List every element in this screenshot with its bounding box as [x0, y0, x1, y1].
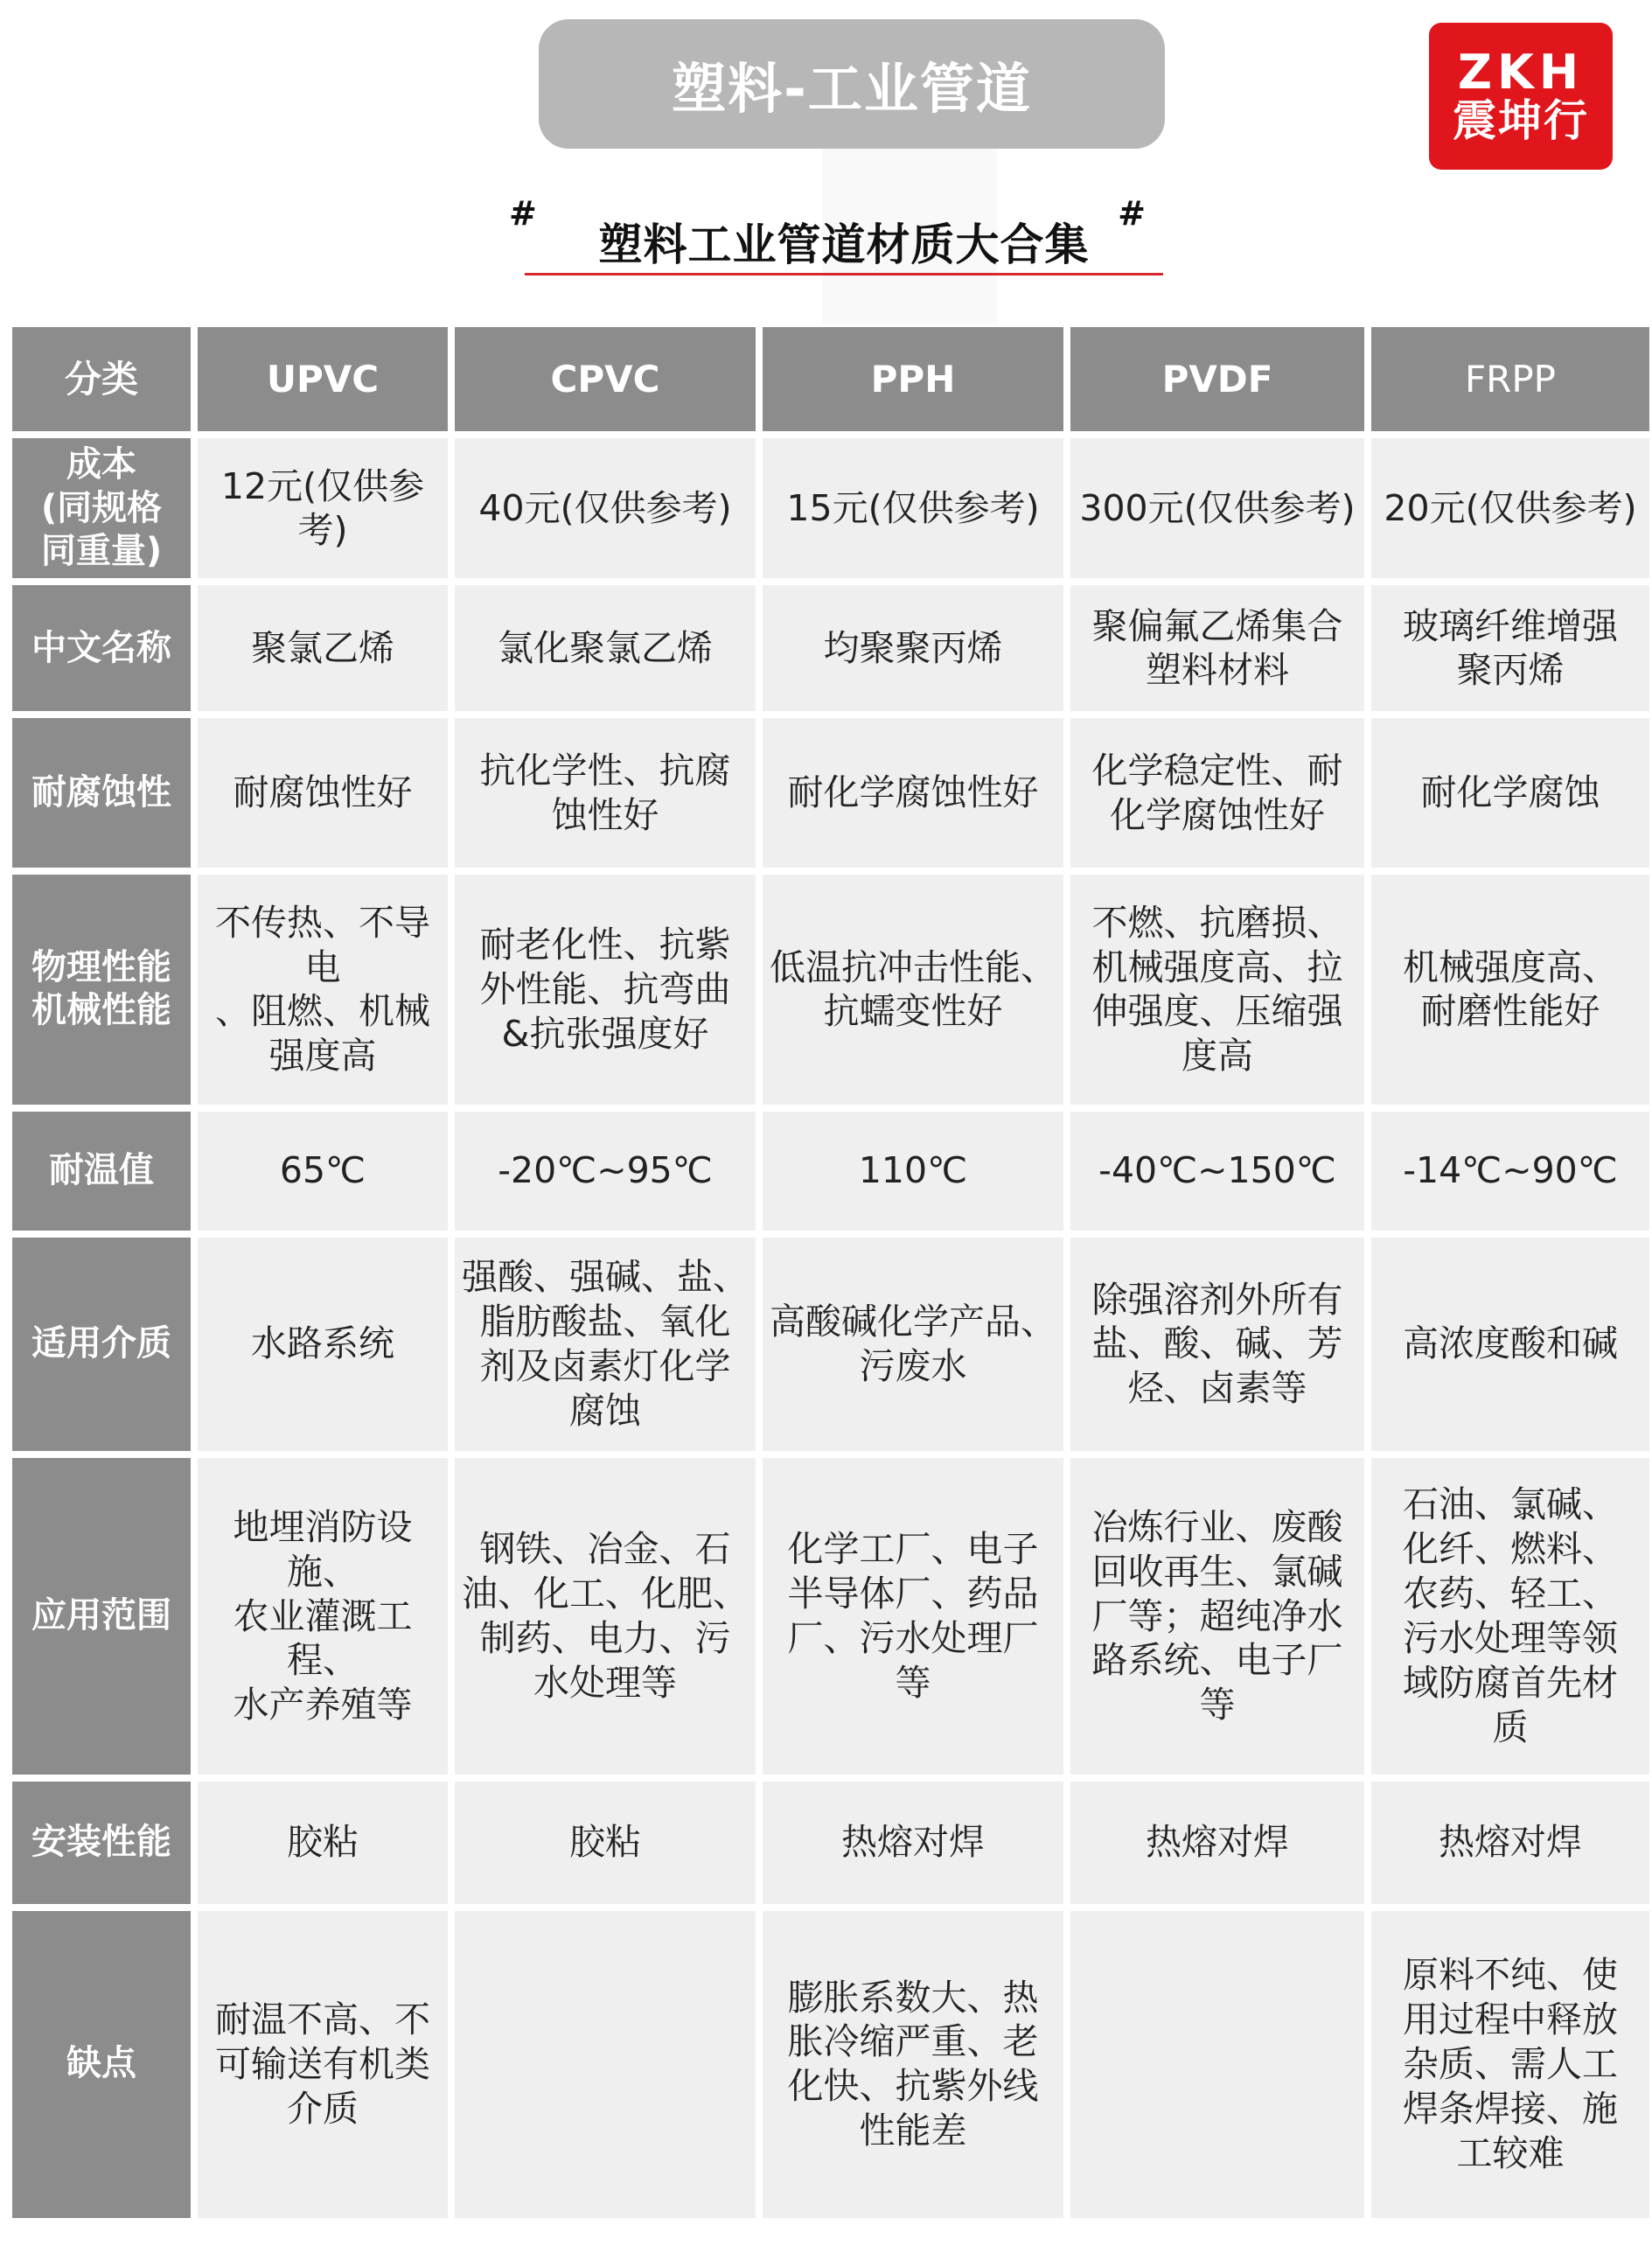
logo-text-top: ZKH — [1457, 45, 1585, 101]
cell-physical-mechanical-upvc: 不传热、不导 电 、阻燃、机械 强度高 — [198, 875, 448, 1105]
row-label-temperature: 耐温值 — [12, 1112, 191, 1231]
cell-installation-pph: 热熔对焊 — [763, 1782, 1063, 1904]
cell-corrosion-resistance-frpp: 耐化学腐蚀 — [1371, 718, 1649, 868]
cell-physical-mechanical-frpp: 机械强度高、 耐磨性能好 — [1371, 875, 1649, 1105]
table-row — [12, 718, 1649, 868]
header-upvc: UPVC — [198, 327, 448, 431]
cell-installation-frpp: 热熔对焊 — [1371, 1782, 1649, 1904]
cell-chinese-name-upvc: 聚氯乙烯 — [198, 585, 448, 711]
subtitle: 塑料工业管道材质大合集 — [598, 220, 1090, 270]
cell-corrosion-resistance-pph: 耐化学腐蚀性好 — [763, 718, 1063, 868]
row-label-drawbacks: 缺点 — [12, 1911, 191, 2218]
cell-application-scope-frpp: 石油、氯碱、 化纤、燃料、 农药、轻工、 污水处理等领 域防腐首先材 质 — [1371, 1458, 1649, 1775]
cell-temperature-pvdf: -40℃~150℃ — [1070, 1112, 1364, 1231]
cell-applicable-media-pph: 高酸碱化学产品、 污废水 — [763, 1238, 1063, 1452]
cell-drawbacks-pvdf — [1070, 1911, 1364, 2218]
cell-cost-upvc: 12元(仅供参 考) — [198, 438, 448, 578]
table-row — [12, 1238, 1649, 1452]
cell-cost-pvdf: 300元(仅供参考) — [1070, 438, 1364, 578]
cell-drawbacks-upvc: 耐温不高、不 可输送有机类 介质 — [198, 1911, 448, 2218]
header-cpvc: CPVC — [455, 327, 756, 431]
row-label-applicable-media: 适用介质 — [12, 1238, 191, 1452]
cell-applicable-media-frpp: 高浓度酸和碱 — [1371, 1238, 1649, 1452]
table-row — [12, 1112, 1649, 1231]
cell-cost-pph: 15元(仅供参考) — [763, 438, 1063, 578]
table-row — [12, 1458, 1649, 1775]
cell-physical-mechanical-pph: 低温抗冲击性能、 抗蠕变性好 — [763, 875, 1063, 1105]
cell-temperature-pph: 110℃ — [763, 1112, 1063, 1231]
cell-chinese-name-frpp: 玻璃纤维增强 聚丙烯 — [1371, 585, 1649, 711]
header-pph: PPH — [763, 327, 1063, 431]
cell-temperature-cpvc: -20℃~95℃ — [455, 1112, 756, 1231]
cell-cost-cpvc: 40元(仅供参考) — [455, 438, 756, 578]
cell-application-scope-cpvc: 钢铁、冶金、石 油、化工、化肥、 制药、电力、污 水处理等 — [455, 1458, 756, 1775]
brand-logo — [1429, 23, 1613, 170]
cell-application-scope-pph: 化学工厂、电子 半导体厂、药品 厂、污水处理厂 等 — [763, 1458, 1063, 1775]
row-label-physical-mechanical: 物理性能 机械性能 — [12, 875, 191, 1105]
cell-chinese-name-pvdf: 聚偏氟乙烯集合 塑料材料 — [1070, 585, 1364, 711]
subtitle-block — [509, 194, 1163, 276]
header-frpp: FRPP — [1371, 327, 1649, 431]
cell-installation-pvdf: 热熔对焊 — [1070, 1782, 1364, 1904]
cell-applicable-media-cpvc: 强酸、强碱、盐、 脂肪酸盐、氧化 剂及卤素灯化学 腐蚀 — [455, 1238, 756, 1452]
cell-installation-upvc: 胶粘 — [198, 1782, 448, 1904]
cell-application-scope-pvdf: 冶炼行业、废酸 回收再生、氯碱 厂等；超纯净水 路系统、电子厂 等 — [1070, 1458, 1364, 1775]
cell-temperature-upvc: 65℃ — [198, 1112, 448, 1231]
cell-applicable-media-upvc: 水路系统 — [198, 1238, 448, 1452]
header-pvdf: PVDF — [1070, 327, 1364, 431]
table-row — [12, 1782, 1649, 1904]
cell-applicable-media-pvdf: 除强溶剂外所有 盐、酸、碱、芳 烃、卤素等 — [1070, 1238, 1364, 1452]
cell-drawbacks-cpvc — [455, 1911, 756, 2218]
cell-physical-mechanical-pvdf: 不燃、抗磨损、 机械强度高、拉 伸强度、压缩强 度高 — [1070, 875, 1364, 1105]
cell-corrosion-resistance-cpvc: 抗化学性、抗腐 蚀性好 — [455, 718, 756, 868]
cell-corrosion-resistance-upvc: 耐腐蚀性好 — [198, 718, 448, 868]
table-row — [12, 1911, 1649, 2218]
table-row — [12, 438, 1649, 578]
row-label-corrosion-resistance: 耐腐蚀性 — [12, 718, 191, 868]
cell-cost-frpp: 20元(仅供参考) — [1371, 438, 1649, 578]
cell-chinese-name-cpvc: 氯化聚氯乙烯 — [455, 585, 756, 711]
row-label-application-scope: 应用范围 — [12, 1458, 191, 1775]
logo-text-bottom: 震坤行 — [1453, 95, 1589, 147]
cell-physical-mechanical-cpvc: 耐老化性、抗紫 外性能、抗弯曲 &抗张强度好 — [455, 875, 756, 1105]
table-header-row — [12, 327, 1649, 431]
cell-drawbacks-frpp: 原料不纯、使 用过程中释放 杂质、需人工 焊条焊接、施 工较难 — [1371, 1911, 1649, 2218]
page-title: 塑料-工业管道 — [539, 19, 1165, 149]
row-label-installation: 安装性能 — [12, 1782, 191, 1904]
table-row — [12, 585, 1649, 711]
hash-icon-left: # — [509, 194, 537, 233]
material-comparison-table — [5, 320, 1652, 2225]
cell-drawbacks-pph: 膨胀系数大、热 胀冷缩严重、老 化快、抗紫外线 性能差 — [763, 1911, 1063, 2218]
hash-icon-right: # — [1118, 194, 1146, 233]
table-row — [12, 875, 1649, 1105]
cell-chinese-name-pph: 均聚聚丙烯 — [763, 585, 1063, 711]
header-category: 分类 — [12, 327, 191, 431]
row-label-chinese-name: 中文名称 — [12, 585, 191, 711]
cell-installation-cpvc: 胶粘 — [455, 1782, 756, 1904]
row-label-cost: 成本 (同规格 同重量) — [12, 438, 191, 578]
cell-temperature-frpp: -14℃~90℃ — [1371, 1112, 1649, 1231]
cell-corrosion-resistance-pvdf: 化学稳定性、耐 化学腐蚀性好 — [1070, 718, 1364, 868]
cell-application-scope-upvc: 地埋消防设施、 农业灌溉工程、 水产养殖等 — [198, 1458, 448, 1775]
